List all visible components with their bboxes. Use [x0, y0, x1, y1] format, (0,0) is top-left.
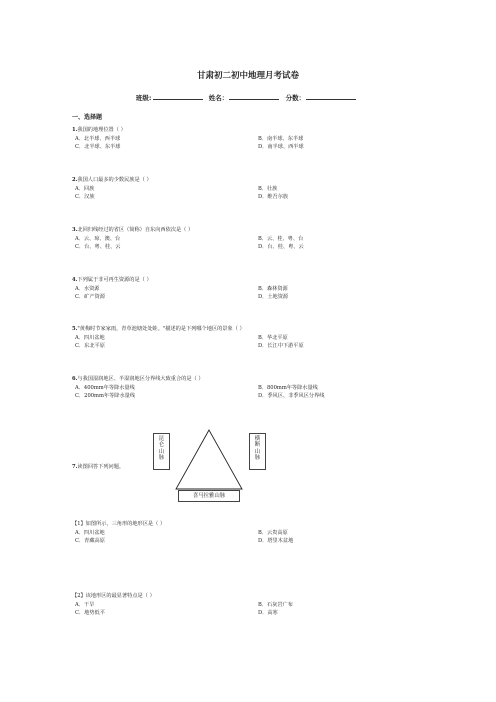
option-c[interactable]: C．汉族 [75, 194, 95, 201]
option-b[interactable]: B．华北平原 [258, 334, 288, 341]
class-label: 班级: [135, 94, 152, 102]
student-info-line [0, 93, 496, 102]
name-blank[interactable] [229, 93, 279, 100]
question-1 [72, 126, 432, 152]
mountain-triangle-diagram [153, 429, 273, 509]
option-d[interactable]: D．台、桂、粤、云 [258, 244, 304, 251]
question-number: 4. [72, 277, 78, 283]
option-d[interactable]: D．土地资源 [258, 294, 289, 301]
option-a[interactable]: A．北半球、西半球 [75, 135, 121, 142]
option-b[interactable]: B．南半球、东半球 [258, 135, 304, 142]
page-title: 甘肃初二初中地理月考试卷 [196, 71, 299, 81]
option-d[interactable]: D．维吾尔族 [258, 194, 289, 201]
option-a[interactable]: A．400mm年等降水量线 [75, 384, 135, 391]
question-stem: 北回归线经过的省区（简称）自东向西依次是（ ） [77, 227, 194, 233]
option-c[interactable]: C．青藏高原 [75, 538, 105, 545]
option-c[interactable]: C．东北平原 [75, 343, 105, 350]
subquestion-stem: 【1】如图所示，三角形的地形区是（ ） [72, 521, 166, 527]
option-d[interactable]: D．高寒 [258, 610, 278, 617]
option-c[interactable]: C．200mm年等降水量线 [75, 393, 136, 400]
option-d[interactable]: D．长江中下游平原 [258, 343, 304, 350]
question-5 [72, 325, 432, 351]
option-b[interactable]: B．800mm年等降水量线 [258, 384, 318, 391]
question-stem: 读图回答下列问题。 [77, 464, 125, 470]
question-number: 3. [72, 227, 78, 233]
question-stem: "黄梅时节家家雨，青草池塘处处蛙。"描述的是下列哪个地区的景象（ ） [77, 326, 245, 332]
question-stem: 我国人口最多的少数民族是（ ） [77, 177, 152, 183]
subquestion-1 [72, 520, 432, 546]
option-b[interactable]: B．云贵高原 [258, 529, 288, 536]
question-stem: 下列属于非可再生资源的是（ ） [77, 277, 152, 283]
option-a[interactable]: A．干旱 [75, 601, 95, 608]
option-a[interactable]: A．云、琼、澳、台 [75, 235, 121, 242]
question-7 [72, 463, 124, 470]
question-number: 1. [72, 127, 78, 133]
option-c[interactable]: C．地势低平 [75, 610, 105, 617]
question-3 [72, 226, 432, 252]
score-blank[interactable] [306, 93, 356, 100]
subquestion-stem: 【2】该地形区的最显著特点是（ ） [72, 593, 155, 599]
option-b[interactable]: B．云、桂、粤、台 [258, 235, 304, 242]
option-c[interactable]: C．矿产资源 [75, 294, 105, 301]
option-a[interactable]: A．四川盆地 [75, 529, 105, 536]
name-label: 姓名： [208, 94, 229, 102]
question-stem: 与我国湿润地区、半湿润地区分界线大致重合的是（ ） [77, 376, 204, 382]
option-b[interactable]: B．石灰岩广布 [258, 601, 293, 608]
option-a[interactable]: A．四川盆地 [75, 334, 105, 341]
section-heading: 一、选择题 [72, 114, 103, 121]
right-mountain-label: 横断山脉 [254, 436, 261, 461]
question-2 [72, 176, 432, 202]
option-a[interactable]: A．回族 [75, 185, 95, 192]
question-number: 5. [72, 326, 78, 332]
question-stem: 我国的地理位置（ ） [77, 127, 126, 133]
right-mountain-box [249, 433, 266, 470]
score-label: 分数： [285, 94, 306, 102]
subquestion-2 [72, 592, 432, 618]
option-c[interactable]: C．台、粤、桂、云 [75, 244, 121, 251]
option-c[interactable]: C．北半球、东半球 [75, 144, 121, 151]
question-4 [72, 276, 432, 302]
question-6 [72, 375, 432, 401]
option-d[interactable]: D．季风区、非季风区分界线 [258, 393, 325, 400]
question-number: 2. [72, 177, 78, 183]
left-mountain-box [153, 433, 170, 470]
class-blank[interactable] [153, 93, 203, 100]
option-d[interactable]: D．塔里木盆地 [258, 538, 294, 545]
question-number: 7. [72, 464, 78, 470]
option-a[interactable]: A．水资源 [75, 285, 100, 292]
left-mountain-label: 昆仑山脉 [158, 436, 165, 461]
question-number: 6. [72, 376, 78, 382]
bottom-mountain-label: 喜马拉雅山脉 [192, 493, 226, 499]
bottom-mountain-box [178, 490, 240, 502]
option-d[interactable]: D．南半球、西半球 [258, 144, 304, 151]
option-b[interactable]: B．森林资源 [258, 285, 288, 292]
option-b[interactable]: B．壮族 [258, 185, 278, 192]
